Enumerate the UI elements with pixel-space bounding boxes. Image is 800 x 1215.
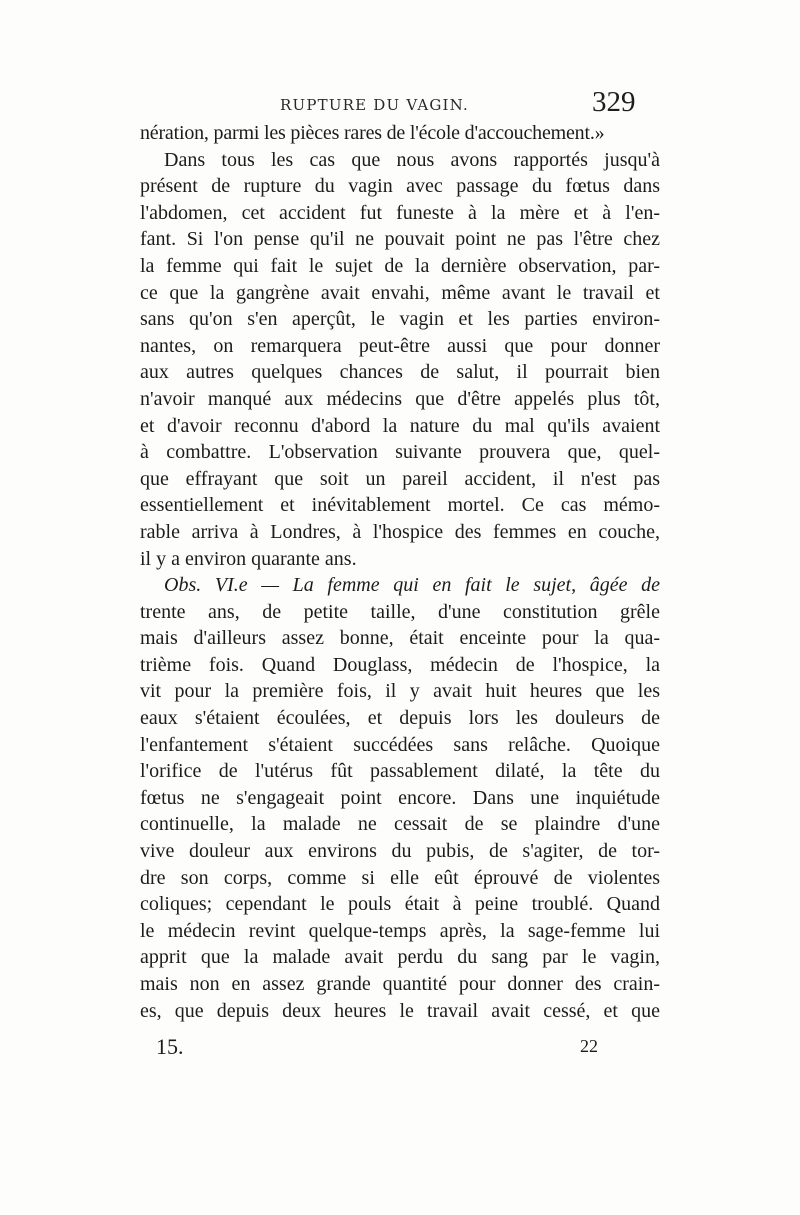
text-line: trente ans, de petite taille, d'une constitution grêle (140, 600, 660, 623)
text-line: rable arriva à Londres, à l'hospice des femmes en couche, (140, 520, 660, 543)
text-line: l'enfantement s'étaient succédées sans relâche. Quoique (140, 733, 660, 756)
text-line: nération, parmi les pièces rares de l'école d'accouchement.» (140, 122, 605, 144)
text-line: apprit que la malade avait perdu du sang par le vagin, (140, 946, 660, 969)
text-line: mais non en assez grande quantité pour donner des crain- (140, 973, 660, 995)
text-line: l'orifice de l'utérus fût passablement dilaté, la tête du (140, 760, 660, 783)
text-line: nantes, on remarquera peut-être aussi que pour donner (140, 334, 660, 357)
text-line: et d'avoir reconnu d'abord la nature du mal qu'ils avaient (140, 414, 660, 437)
text-line: n'avoir manqué aux médecins que d'être appelés plus tôt, (140, 387, 660, 410)
text-line: vive douleur aux environs du pubis, de s'agiter, de tor- (140, 840, 660, 863)
text-line: trième fois. Quand Douglass, médecin de l'hospice, la (140, 653, 660, 676)
text-line: sans qu'on s'en aperçût, le vagin et les parties environ- (140, 308, 660, 331)
text-line: continuelle, la malade ne cessait de se plaindre d'une (140, 813, 660, 836)
text-line: essentiellement et inévitablement mortel. Ce cas mémo- (140, 494, 660, 517)
text-line: il y a environ quarante ans. (140, 547, 357, 570)
text-line: que effrayant que soit un pareil accident, il n'est pas (140, 467, 660, 490)
text-line: l'abdomen, cet accident fut funeste à la mère et à l'en- (140, 201, 660, 224)
text-line: aux autres quelques chances de salut, il pourrait bien (140, 361, 660, 384)
text-line: Dans tous les cas que nous avons rapportés jusqu'à (164, 148, 660, 171)
text-line: ce que la gangrène avait envahi, même avant le travail et (140, 281, 660, 304)
running-title: RUPTURE DU VAGIN. (280, 96, 470, 114)
text-line: fœtus ne s'engageait point encore. Dans une inquiétude (140, 786, 660, 809)
text-line: la femme qui fait le sujet de la dernière observation, par- (140, 254, 660, 277)
text-line: fant. Si l'on pense qu'il ne pouvait point ne pas l'être chez (140, 228, 660, 251)
signature-mark: 15. (156, 1034, 184, 1059)
text-line: présent de rupture du vagin avec passage du fœtus dans (140, 175, 660, 198)
page-number: 329 (592, 86, 636, 118)
page-footer (140, 1034, 660, 1064)
body-text (140, 120, 660, 1024)
text-line: mais d'ailleurs assez bonne, était enceinte pour la qua- (140, 627, 660, 650)
text-line: eaux s'étaient écoulées, et depuis lors les douleurs de (140, 707, 660, 730)
text-line: coliques; cependant le pouls était à peine troublé. Quand (140, 893, 660, 916)
sheet-number: 22 (580, 1036, 598, 1056)
text-line: à combattre. L'observation suivante prouvera que, quel- (140, 441, 660, 464)
text-line: dre son corps, comme si elle eût éprouvé de violentes (140, 866, 660, 889)
observation-heading-line: Obs. VI.e — La femme qui en fait le sujet, âgée de (164, 574, 660, 597)
text-line: es, que depuis deux heures le travail avait cessé, et que (140, 999, 660, 1022)
text-line: vit pour la première fois, il y avait huit heures que les (140, 680, 660, 703)
text-line: le médecin revint quelque-temps après, la sage-femme lui (140, 919, 660, 942)
